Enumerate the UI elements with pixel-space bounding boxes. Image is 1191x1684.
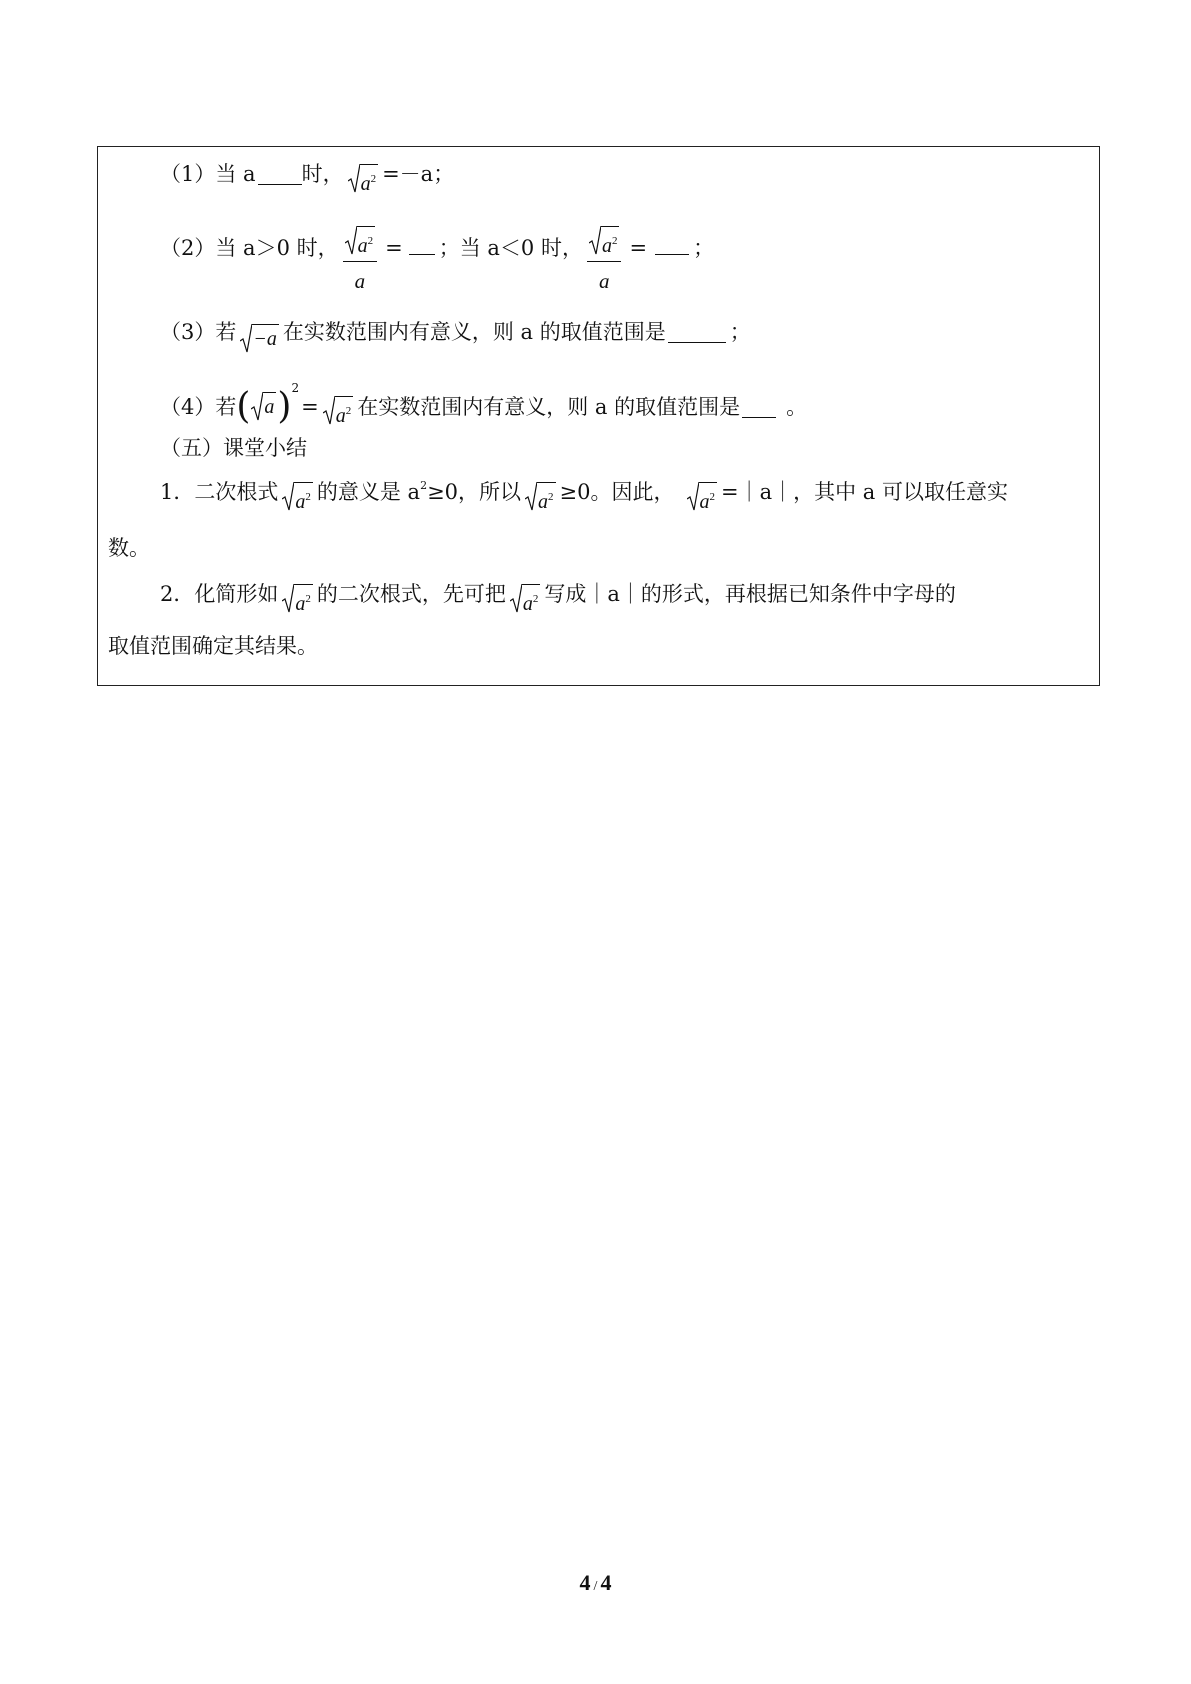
answer-blank[interactable] (258, 164, 302, 185)
item-text: 若 (215, 395, 237, 419)
sqrt-a-squared: $a^2$ (589, 226, 620, 258)
answer-blank[interactable] (668, 322, 726, 343)
item-text: = (629, 236, 648, 260)
item-text: 在实数范围内有意义，则 a 的取值范围是 (357, 395, 741, 419)
item-text: 当 a (215, 162, 256, 186)
summary-paragraph-1: 1．二次根式 $a^2$ 的意义是 a $^2$ ≥0，所以 $a^2$ ≥0。因此， $a^2$ =｜a｜，其中 a 可以取任意实 (160, 479, 1009, 513)
sqrt-a-squared: $a^2$ (282, 482, 313, 514)
sqrt-a-squared: $a^2$ (345, 226, 376, 258)
sqrt-a: a (251, 392, 276, 422)
item-text: 。 (786, 395, 808, 419)
item-text: =－a； (382, 162, 455, 186)
exercise-item-2 (160, 226, 714, 298)
item-text: ； (729, 320, 751, 344)
sqrt-a-squared: $a^2$ (282, 584, 313, 616)
sqrt-neg-a: −a (240, 324, 279, 354)
summary-paragraph-2: 2．化简形如 $a^2$ 的二次根式，先可把 $a^2$ 写成｜a｜的形式，再根据已知条件中字母的 (160, 582, 956, 615)
sqrt-a-squared: $a^2$ (348, 164, 379, 196)
answer-blank[interactable] (655, 234, 689, 255)
sqrt-a-squared: $a^2$ (525, 482, 556, 514)
answer-blank[interactable] (742, 397, 776, 418)
item-text: 当 a＞0 时， (215, 236, 339, 260)
summary-paragraph-2-cont: 取值范围确定其结果。 (108, 634, 318, 658)
sqrt-a-squared: $a^2$ (323, 396, 354, 428)
item-number: （3） (160, 320, 216, 344)
item-text: ；当 a＜0 时， (438, 236, 583, 260)
exercise-item-4 (160, 381, 808, 428)
item-text: 时， (301, 162, 344, 186)
left-paren: ( (236, 386, 251, 427)
page-number: 4 / 4 (579, 1570, 612, 1595)
item-text: 若 (215, 320, 237, 344)
item-number: （1） (160, 162, 216, 186)
right-paren: ) (277, 386, 292, 427)
item-number: （4） (160, 395, 216, 419)
sqrt-a-squared: $a^2$ (687, 482, 718, 514)
square-exponent: 2 (291, 381, 300, 395)
fraction-sqrt-over-a: $\frac{a^2}{a}$ (587, 226, 622, 298)
item-text: = (301, 395, 319, 419)
item-text: ； (693, 236, 715, 260)
exercise-item-1 (160, 152, 454, 196)
answer-blank[interactable] (409, 234, 435, 255)
fraction-sqrt-over-a: $\frac{a^2}{a}$ (343, 226, 378, 298)
item-number: （2） (160, 236, 216, 260)
item-text: 在实数范围内有意义，则 a 的取值范围是 (282, 320, 666, 344)
exercise-item-3 (160, 310, 751, 354)
summary-heading: （五）课堂小结 (160, 436, 307, 460)
summary-paragraph-1-cont: 数。 (108, 536, 150, 560)
sqrt-a-squared: $a^2$ (510, 584, 541, 616)
item-text: = (385, 236, 403, 260)
